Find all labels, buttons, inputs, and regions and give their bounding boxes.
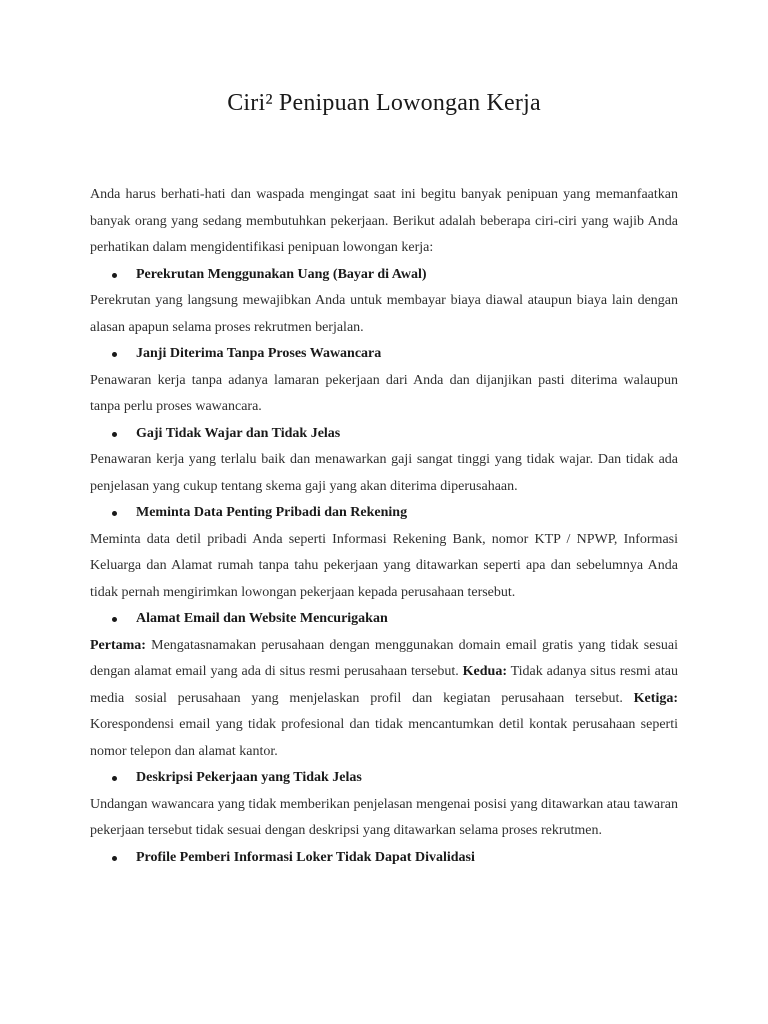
- bullet-heading-text: Perekrutan Menggunakan Uang (Bayar di Awal): [136, 266, 427, 282]
- section-paragraph: Penawaran kerja tanpa adanya lamaran pekerjaan dari Anda dan dijanjikan pasti diterima walaupun tanpa perlu proses wawancara.: [90, 372, 678, 414]
- section-paragraph: [90, 633, 678, 766]
- bullet-heading-text: Janji Diterima Tanpa Proses Wawancara: [136, 346, 382, 361]
- bullet-heading: [90, 765, 678, 792]
- label-pertama: Pertama:: [90, 637, 146, 653]
- section-paragraph: Perekrutan yang langsung mewajibkan Anda untuk membayar biaya diawal ataupun biaya lain dengan alasan apapun selama proses rekrutmen berjalan.: [90, 293, 678, 335]
- section-paragraph: Penawaran kerja yang terlalu baik dan menawarkan gaji sangat tinggi yang tidak wajar. Dan tidak ada penjelasan yang cukup tentang skema gaji yang akan diterima diperusahaan.: [90, 452, 678, 494]
- section-paragraph: Meminta data detil pribadi Anda seperti Informasi Rekening Bank, nomor KTP / NPWP, Informasi Keluarga dan Alamat rumah tanpa tahu pekerjaan yang ditawarkan seperti apa dan sebelumnya Anda tidak pernah mengirimkan lowongan pekerjaan kepada perusahaan tersebut.: [90, 531, 678, 600]
- text-ketiga: Korespondensi email yang tidak profesional dan tidak mencantumkan detil kontak perusahaan seperti nomor telepon dan alamat kantor.: [90, 717, 678, 759]
- bullet-heading-text: Gaji Tidak Wajar dan Tidak Jelas: [136, 425, 341, 441]
- document-body: [90, 182, 678, 871]
- bullet-icon: [112, 432, 117, 437]
- text-kedua: Tidak adanya situs resmi atau media sosial perusahaan yang menjelaskan profil dan kegiatan perusahaan tersebut.: [90, 664, 678, 706]
- bullet-icon: [112, 511, 117, 516]
- bullet-heading: [90, 262, 678, 289]
- bullet-icon: [112, 617, 117, 622]
- intro-paragraph: Anda harus berhati-hati dan waspada mengingat saat ini begitu banyak penipuan yang memanfaatkan banyak orang yang sedang membutuhkan pekerjaan. Berikut adalah beberapa ciri-ciri yang wajib Anda perhatikan dalam mengidentifikasi penipuan lowongan kerja:: [90, 187, 678, 255]
- bullet-heading: [90, 606, 678, 633]
- bullet-heading-text: Profile Pemberi Informasi Loker Tidak Dapat Divalidasi: [136, 849, 475, 865]
- document-title: Ciri² Penipuan Lowongan Kerja: [227, 90, 541, 116]
- label-kedua: Kedua:: [462, 664, 507, 679]
- label-ketiga: Ketiga:: [633, 690, 678, 706]
- bullet-icon: [112, 352, 117, 357]
- text-pertama: Mengatasnamakan perusahaan dengan menggunakan domain email gratis yang tidak sesuai dengan alamat email yang ada di situs resmi perusahaan tersebut.: [90, 637, 678, 679]
- bullet-icon: [112, 273, 117, 278]
- bullet-heading: [90, 500, 678, 527]
- section-paragraph: Undangan wawancara yang tidak memberikan penjelasan mengenai posisi yang ditawarkan atau tawaran pekerjaan tersebut tidak sesuai dengan deskripsi yang ditawarkan selama proses rekrutmen.: [90, 796, 678, 838]
- bullet-icon: [112, 776, 117, 781]
- bullet-heading-text: Meminta Data Penting Pribadi dan Rekening: [136, 505, 408, 520]
- bullet-icon: [112, 856, 117, 861]
- bullet-heading-text: Alamat Email dan Website Mencurigakan: [136, 611, 388, 626]
- bullet-heading: [90, 341, 678, 368]
- bullet-heading: [90, 845, 678, 872]
- bullet-heading-text: Deskripsi Pekerjaan yang Tidak Jelas: [136, 770, 362, 785]
- bullet-heading: [90, 421, 678, 448]
